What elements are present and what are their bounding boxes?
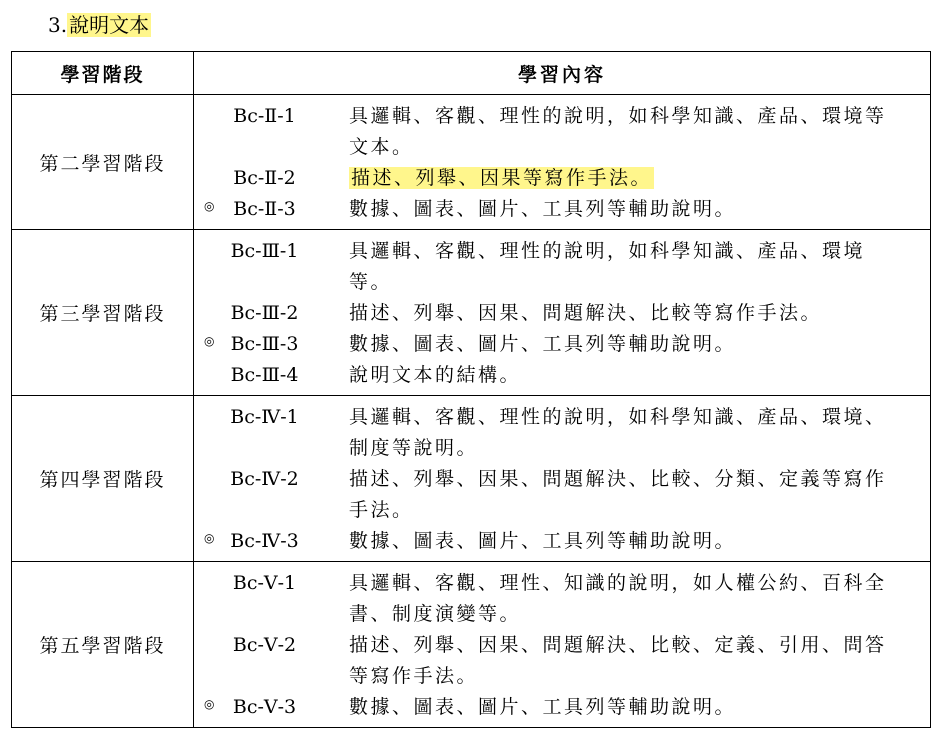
content-item (194, 526, 930, 557)
header-content: 學習內容 (194, 52, 931, 95)
table-header-row (12, 52, 931, 95)
item-code-cell (194, 329, 331, 360)
item-description: 具邏輯、客觀、理性的說明，如科學知識、產品、環境等文本。 (349, 105, 887, 158)
item-description-cell (331, 526, 930, 557)
content-item (194, 692, 930, 723)
item-code: Bc-Ⅴ-2 (232, 634, 297, 656)
item-code-cell (194, 298, 331, 329)
table-row (12, 95, 931, 230)
item-code-cell (194, 464, 331, 495)
item-description-cell (331, 464, 930, 526)
item-code-cell (194, 194, 331, 225)
double-circle-marker-icon: ◎ (204, 697, 215, 711)
item-code: Bc-Ⅲ-3 (230, 333, 299, 355)
item-code: Bc-Ⅳ-1 (230, 406, 299, 428)
content-item (194, 194, 930, 225)
item-description: 描述、列舉、因果、問題解決、比較、分類、定義等寫作手法。 (349, 468, 887, 521)
content-cell (194, 230, 931, 396)
item-description: 具邏輯、客觀、理性、知識的說明，如人權公約、百科全書、制度演變等。 (349, 572, 887, 625)
item-code: Bc-Ⅲ-1 (230, 240, 299, 262)
item-code-cell (194, 568, 331, 599)
content-item (194, 630, 930, 692)
stage-label: 第五學習階段 (12, 562, 194, 728)
section-number: 3. (48, 13, 68, 37)
item-code-cell (194, 163, 331, 194)
content-item (194, 568, 930, 630)
content-cell (194, 396, 931, 562)
item-code: Bc-Ⅳ-3 (230, 530, 299, 552)
item-description: 描述、列舉、因果、問題解決、比較、定義、引用、問答等寫作手法。 (349, 634, 887, 687)
section-heading (48, 12, 151, 38)
item-description-cell (331, 298, 930, 329)
item-code: Bc-Ⅴ-1 (232, 572, 297, 594)
table-row (12, 562, 931, 728)
item-description: 數據、圖表、圖片、工具列等輔助說明。 (349, 333, 737, 355)
item-description-cell (331, 329, 930, 360)
stage-label: 第四學習階段 (12, 396, 194, 562)
learning-content-table (11, 51, 931, 728)
section-title: 說明文本 (69, 13, 150, 37)
item-description-cell (331, 568, 930, 630)
item-description-cell (331, 163, 930, 194)
item-code-cell (194, 236, 331, 267)
item-description-cell (331, 402, 930, 464)
item-description: 具邏輯、客觀、理性的說明，如科學知識、產品、環境、制度等說明。 (349, 406, 887, 459)
stage-label: 第三學習階段 (12, 230, 194, 396)
item-description: 數據、圖表、圖片、工具列等輔助說明。 (349, 198, 737, 220)
item-description-cell (331, 692, 930, 723)
item-description: 數據、圖表、圖片、工具列等輔助說明。 (349, 696, 737, 718)
item-code: Bc-Ⅱ-3 (233, 198, 296, 220)
item-code-cell (194, 692, 331, 723)
item-description-cell (331, 236, 930, 298)
content-item (194, 360, 930, 391)
double-circle-marker-icon: ◎ (204, 334, 215, 348)
item-code: Bc-Ⅴ-3 (232, 696, 297, 718)
header-stage: 學習階段 (12, 52, 194, 95)
item-code-cell (194, 101, 331, 132)
item-description: 數據、圖表、圖片、工具列等輔助說明。 (349, 530, 737, 552)
item-code-cell (194, 360, 331, 391)
content-item (194, 464, 930, 526)
item-code: Bc-Ⅲ-4 (230, 364, 299, 386)
item-code: Bc-Ⅲ-2 (230, 302, 299, 324)
content-item (194, 163, 930, 194)
item-description: 說明文本的結構。 (349, 364, 522, 386)
item-code-cell (194, 402, 331, 433)
item-code-cell (194, 630, 331, 661)
item-description: 描述、列舉、因果等寫作手法。 (351, 167, 653, 189)
table-row (12, 230, 931, 396)
content-item (194, 402, 930, 464)
item-description: 描述、列舉、因果、問題解決、比較等寫作手法。 (349, 302, 823, 324)
content-item (194, 101, 930, 163)
item-description: 具邏輯、客觀、理性的說明，如科學知識、產品、環境等。 (349, 240, 866, 293)
double-circle-marker-icon: ◎ (204, 531, 215, 545)
content-cell (194, 95, 931, 230)
item-code-cell (194, 526, 331, 557)
table-row (12, 396, 931, 562)
double-circle-marker-icon: ◎ (204, 199, 215, 213)
item-description-cell (331, 360, 930, 391)
stage-label: 第二學習階段 (12, 95, 194, 230)
item-code: Bc-Ⅱ-1 (233, 105, 296, 127)
item-description-cell (331, 194, 930, 225)
content-item (194, 236, 930, 298)
item-code: Bc-Ⅱ-2 (233, 167, 296, 189)
content-item (194, 329, 930, 360)
content-item (194, 298, 930, 329)
item-code: Bc-Ⅳ-2 (230, 468, 299, 490)
item-description-cell (331, 101, 930, 163)
item-description-cell (331, 630, 930, 692)
content-cell (194, 562, 931, 728)
